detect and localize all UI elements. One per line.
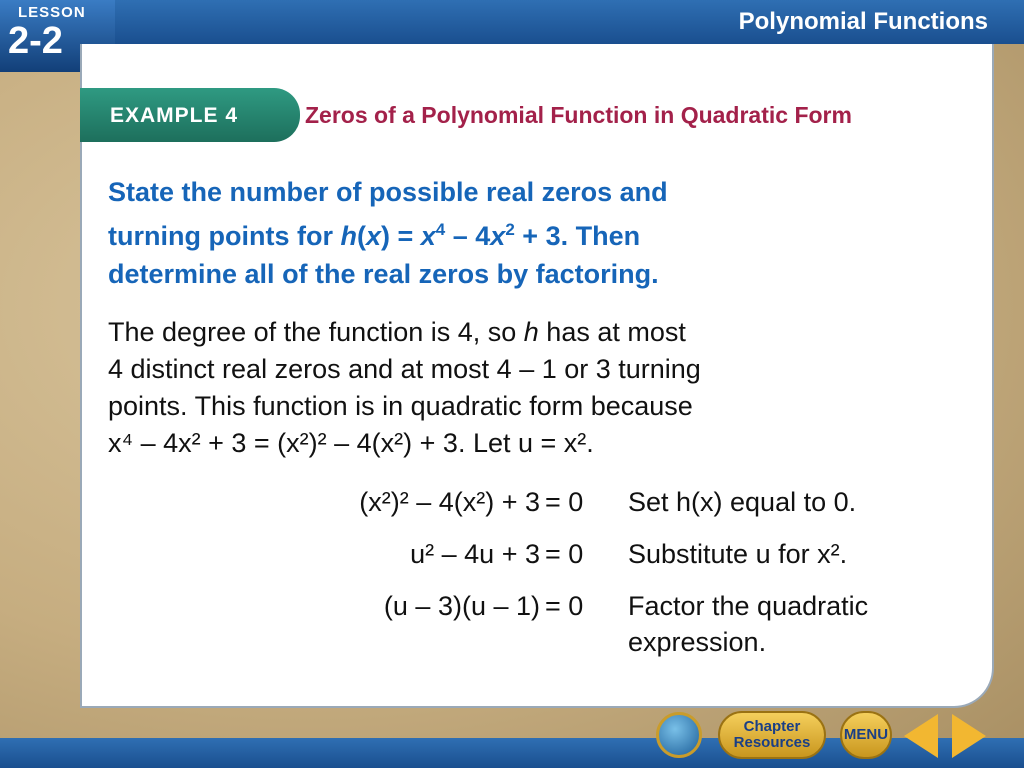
problem-text: turning points for bbox=[108, 221, 341, 251]
globe-icon[interactable] bbox=[656, 712, 702, 758]
step-1-note: Set h(x) equal to 0. bbox=[628, 487, 857, 517]
problem-text: ) = bbox=[380, 221, 421, 251]
explanation-line-2: 4 distinct real zeros and at most 4 – 1 or 3 turning bbox=[108, 354, 701, 384]
problem-text: + 3. Then bbox=[514, 221, 641, 251]
lesson-number: 2-2 bbox=[8, 20, 63, 62]
previous-arrow-icon[interactable] bbox=[904, 714, 938, 758]
problem-exp: 2 bbox=[505, 220, 515, 239]
example-label: EXAMPLE 4 bbox=[110, 104, 239, 127]
step-2-note: Substitute u for x². bbox=[628, 539, 848, 569]
page-title: Polynomial Functions bbox=[738, 8, 988, 35]
explanation-line-3: points. This function is in quadratic form because bbox=[108, 391, 693, 421]
problem-line-1: State the number of possible real zeros and bbox=[108, 177, 668, 207]
menu-button[interactable]: MENU bbox=[840, 711, 892, 759]
step-1-equals: = 0 bbox=[545, 487, 584, 517]
problem-text: ( bbox=[356, 221, 366, 251]
explanation bbox=[108, 314, 888, 462]
explanation-line-4: x⁴ – 4x² + 3 = (x²)² – 4(x²) + 3. Let u = x². bbox=[108, 428, 594, 458]
step-1-expression: (x²)² – 4(x²) + 3 bbox=[359, 487, 540, 517]
explanation-text: has at most bbox=[538, 317, 686, 347]
next-arrow-icon[interactable] bbox=[952, 714, 986, 758]
step-3-note: Factor the quadratic expression. bbox=[628, 591, 869, 657]
problem-exp: 4 bbox=[435, 220, 446, 239]
problem-var: x bbox=[420, 221, 436, 251]
explanation-text: The degree of the function is 4, so bbox=[108, 317, 524, 347]
problem-line-2 bbox=[108, 211, 868, 255]
problem-line-3: determine all of the real zeros by factoring. bbox=[108, 259, 659, 289]
explanation-var: h bbox=[523, 317, 539, 347]
lesson-label: LESSON bbox=[18, 4, 86, 21]
problem-statement bbox=[108, 173, 868, 293]
example-title: Zeros of a Polynomial Function in Quadratic Form bbox=[305, 102, 852, 128]
explanation-line-1 bbox=[108, 314, 888, 351]
step-3-expression: (u – 3)(u – 1) bbox=[383, 591, 540, 621]
step-3-equals: = 0 bbox=[545, 591, 584, 621]
step-2-equals: = 0 bbox=[545, 539, 584, 569]
problem-var: x bbox=[365, 221, 381, 251]
step-2-expression: u² – 4u + 3 bbox=[410, 539, 540, 569]
chapter-resources-button[interactable]: Chapter Resources bbox=[718, 711, 826, 759]
problem-var: h bbox=[340, 221, 357, 251]
problem-text: – 4 bbox=[445, 221, 491, 251]
problem-var: x bbox=[490, 221, 506, 251]
